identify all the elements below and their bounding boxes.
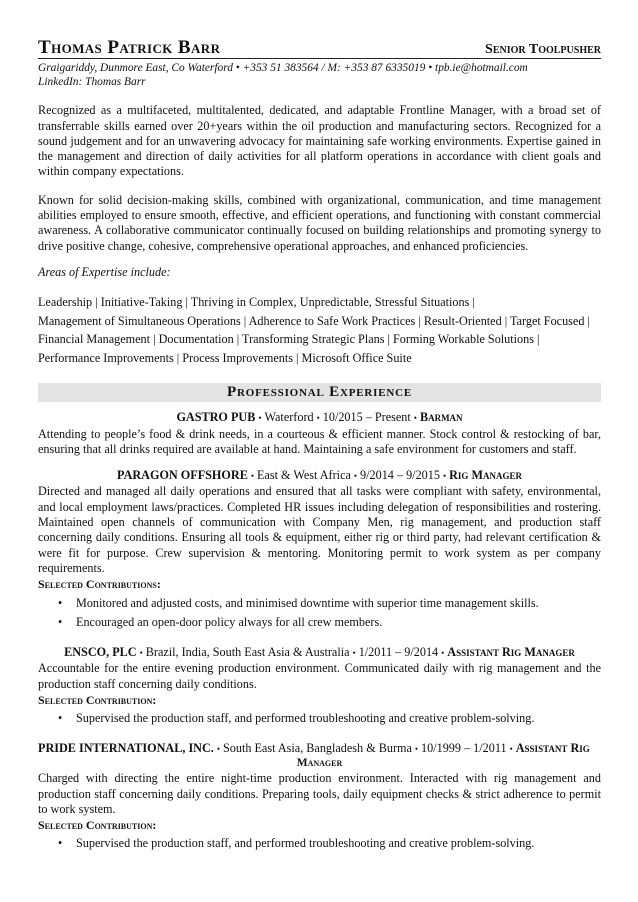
summary-paragraph-2: Known for solid decision-making skills, combined with organizational, communication, and time management abilities employed to ensure smooth, effective, and efficient operations, and functioning with constant commercial awareness. A collaborative communicator continually focused on building relationships and promoting synergy to drive positive change, cohesive, comprehensive operational approaches, and enhanced proficiencies. — [38, 192, 601, 253]
separator-dot: • — [413, 413, 417, 424]
separator-dot: • — [139, 648, 143, 659]
summary-paragraph-1: Recognized as a multifaceted, multitalented, dedicated, and adaptable Frontline Manager, with a broad set of transferrable skills earned over 20+years within the oil production and manufacturing sectors. Recognized for a sound judgement and for an unwavering advocacy for maintaining safe working environments. Expertise gained in the management and direction of daily activities for all platform operations in accordance with client goals and within company expectations. — [38, 103, 601, 179]
separator-dot: • — [414, 743, 419, 754]
company-name: ENSCO, PLC — [64, 645, 137, 660]
pipe-separator: | — [387, 332, 390, 347]
job-description: Accountable for the entire evening production environment. Communicated daily with rig management and the production staff concerning daily conditions. — [38, 661, 601, 691]
job-dates: 10/2015 – Present — [322, 410, 411, 425]
job-heading — [38, 410, 601, 426]
pipe-separator: | — [418, 313, 421, 328]
pipe-separator: | — [153, 332, 156, 347]
job-location: Brazil, India, South East Asia & Australia — [145, 645, 350, 660]
job-dates: 10/1999 – 1/2011 — [421, 740, 507, 755]
expertise-item: Process Improvements — [182, 350, 293, 365]
pipe-separator: | — [236, 332, 240, 347]
target-job-title: Senior Toolpusher — [485, 42, 601, 57]
expertise-item: Thriving in Complex, Unpredictable, Stressful Situations — [190, 295, 470, 310]
job-description: Attending to people’s food & drink needs, in a courteous & efficient manner. Stock control & restocking of bar, ensuring that all drinks required are available at hand. Maintaining a safe environment for customers and staff. — [38, 426, 601, 456]
expertise-item: Transforming Strategic Plans — [242, 332, 385, 347]
pipe-separator: | — [296, 350, 299, 365]
pipe-separator: | — [587, 313, 590, 328]
separator-dot: • — [441, 648, 445, 659]
expertise-item: Documentation — [158, 332, 234, 347]
pipe-separator: | — [176, 350, 180, 365]
contributions-list — [38, 711, 601, 726]
resume-page — [38, 37, 601, 856]
pipe-separator: | — [243, 313, 247, 328]
expertise-item: Management of Simultaneous Operations — [38, 313, 241, 328]
separator-dot: • — [250, 471, 254, 482]
company-name: PRIDE INTERNATIONAL, INC. — [38, 740, 214, 755]
expertise-item: Microsoft Office Suite — [301, 350, 412, 365]
list-item: • Supervised the production staff, and performed troubleshooting and creative problem-solving. — [38, 836, 601, 851]
separator-dot: • — [216, 743, 220, 754]
pipe-separator: | — [185, 295, 188, 310]
job-role-continued: Manager — [296, 756, 343, 769]
expertise-item: Adherence to Safe Work Practices — [248, 313, 416, 328]
job-role: Assistant Rig — [515, 740, 590, 755]
pipe-separator: | — [95, 295, 98, 310]
resume-header — [38, 37, 601, 59]
contributions-label: Selected Contribution: — [38, 818, 157, 833]
section-heading-experience: Professional Experience — [38, 383, 601, 402]
job-dates: 1/2011 – 9/2014 — [358, 645, 439, 660]
job-heading — [38, 468, 601, 484]
job-heading — [38, 741, 601, 757]
contact-line: Graigariddy, Dunmore East, Co Waterford • +353 51 383564 / M: +353 87 6335019 • tpb.ie@hotmail.com — [38, 62, 528, 75]
list-item: • Supervised the production staff, and performed troubleshooting and creative problem-solving. — [38, 711, 601, 726]
job-role: Rig Manager — [449, 468, 522, 483]
contributions-label: Selected Contributions: — [38, 577, 161, 592]
contributions-list — [38, 596, 601, 631]
expertise-item: Performance Improvements — [38, 350, 174, 365]
company-name: GASTRO PUB — [176, 410, 256, 425]
job-role: Barman — [419, 410, 463, 425]
separator-dot: • — [316, 413, 320, 424]
job-location: South East Asia, Bangladesh & Burma — [223, 740, 412, 755]
pipe-separator: | — [472, 295, 475, 310]
separator-dot: • — [258, 413, 262, 424]
expertise-item: Financial Management — [38, 332, 151, 347]
pipe-separator: | — [537, 332, 540, 347]
separator-dot: • — [353, 471, 358, 482]
expertise-item: Forming Workable Solutions — [393, 332, 534, 347]
contributions-list — [38, 836, 601, 851]
linkedin-line: LinkedIn: Thomas Barr — [38, 76, 146, 89]
separator-dot: • — [442, 471, 447, 482]
areas-of-expertise-label: Areas of Expertise include: — [38, 264, 171, 279]
expertise-item: Result-Oriented — [423, 313, 502, 328]
expertise-list — [38, 293, 638, 367]
pipe-separator: | — [504, 313, 508, 328]
list-item: • Encouraged an open-door policy always for all crew members. — [38, 615, 601, 630]
company-name: PARAGON OFFSHORE — [117, 468, 248, 483]
list-item: • Monitored and adjusted costs, and minimised downtime with superior time management skills. — [38, 596, 601, 611]
job-description: Charged with directing the entire night-time production environment. Interacted with rig management and production staff concerning daily conditions. Preparing tools, daily equipment checks & strict adherence to permit to work system. — [38, 771, 601, 816]
expertise-item: Leadership — [38, 295, 93, 310]
contributions-label: Selected Contribution: — [38, 693, 157, 708]
job-description: Directed and managed all daily operations and ensured that all tasks were compliant with safety, environmental, and local employment laws/practices. Completed HR issues including delegation of responsibilities and rostering. Maintained open channels of communication with Company Men, rig management, and production staff concerning daily conditions. Ensuring all tools & equipment, either rig or third party, had relevant certification & were fit for purpose. Crew supervision & mentoring. Monitoring permit to work system as per company requirements. — [38, 484, 601, 575]
expertise-item: Target Focused — [510, 313, 585, 328]
job-heading — [38, 645, 601, 661]
job-location: Waterford — [264, 410, 314, 425]
job-dates: 9/2014 – 9/2015 — [360, 468, 440, 483]
job-role: Assistant Rig Manager — [447, 645, 575, 660]
job-location: East & West Africa — [256, 468, 351, 483]
separator-dot: • — [509, 743, 513, 754]
expertise-item: Initiative-Taking — [100, 295, 183, 310]
separator-dot: • — [352, 648, 356, 659]
candidate-name: Thomas Patrick Barr — [38, 37, 221, 58]
